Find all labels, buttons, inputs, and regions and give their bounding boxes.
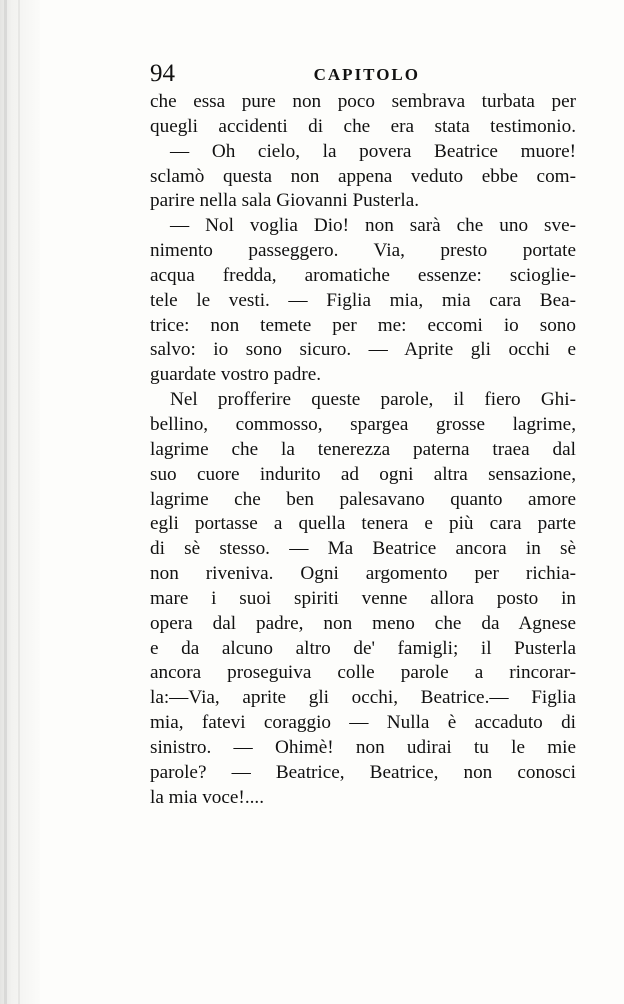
gutter-shadow — [18, 0, 20, 1004]
text-line: suo cuore indurito ad ogni altra sensazione, — [150, 463, 576, 485]
page-number: 94 — [150, 60, 175, 87]
running-head: CAPITOLO — [313, 65, 420, 84]
text-line: sinistro. — Ohimè! non udirai tu le mie — [150, 736, 576, 758]
text-line: sclamò questa non appena veduto ebbe com- — [150, 165, 576, 187]
text-line: lagrime che la tenerezza paterna traea dal — [150, 438, 576, 460]
text-line: e da alcuno altro de' famigli; il Pusterla — [150, 637, 576, 659]
body-text — [150, 90, 576, 810]
text-line: parire nella sala Giovanni Pusterla. — [150, 190, 420, 212]
gutter-shadow — [4, 0, 7, 1004]
text-line: opera dal padre, non meno che da Agnese — [150, 612, 576, 634]
text-line: egli portasse a quella tenera e più cara parte — [150, 513, 576, 535]
text-line: la:—Via, aprite gli occhi, Beatrice.— Figlia — [150, 687, 576, 709]
text-line: che essa pure non poco sembrava turbata per — [150, 91, 576, 112]
text-line: la mia voce!.... — [150, 786, 265, 808]
text-line: — Oh cielo, la povera Beatrice muore! — [170, 140, 576, 162]
text-line: quegli accidenti di che era stata testimonio. — [150, 115, 576, 137]
text-line: mia, fatevi coraggio — Nulla è accaduto di — [150, 712, 576, 734]
text-line: parole? — Beatrice, Beatrice, non conosci — [150, 761, 576, 783]
text-line: guardate vostro padre. — [150, 364, 322, 386]
text-line: lagrime che ben palesavano quanto amore — [150, 488, 576, 510]
text-line: acqua fredda, aromatiche essenze: scioglie- — [150, 264, 576, 286]
text-line: bellino, commosso, spargea grosse lagrime, — [150, 413, 576, 435]
text-line: di sè stesso. — Ma Beatrice ancora in sè — [150, 538, 576, 560]
text-line: salvo: io sono sicuro. — Aprite gli occhi e — [150, 339, 576, 361]
page-header — [150, 58, 420, 90]
text-line: trice: non temete per me: eccomi io sono — [150, 314, 576, 336]
text-line: Nel profferire queste parole, il fiero Ghi- — [170, 389, 576, 411]
page-gutter-edge — [0, 0, 40, 1004]
text-line: ancora proseguiva colle parole a rincorar- — [150, 662, 576, 684]
text-line: — Nol voglia Dio! non sarà che uno sve- — [170, 215, 576, 237]
text-line: nimento passeggero. Via, presto portate — [150, 240, 576, 262]
text-line: non riveniva. Ogni argomento per richia- — [150, 563, 576, 585]
text-line: tele le vesti. — Figlia mia, mia cara Bea- — [150, 289, 576, 311]
text-line: mare i suoi spiriti venne allora posto in — [150, 587, 576, 609]
